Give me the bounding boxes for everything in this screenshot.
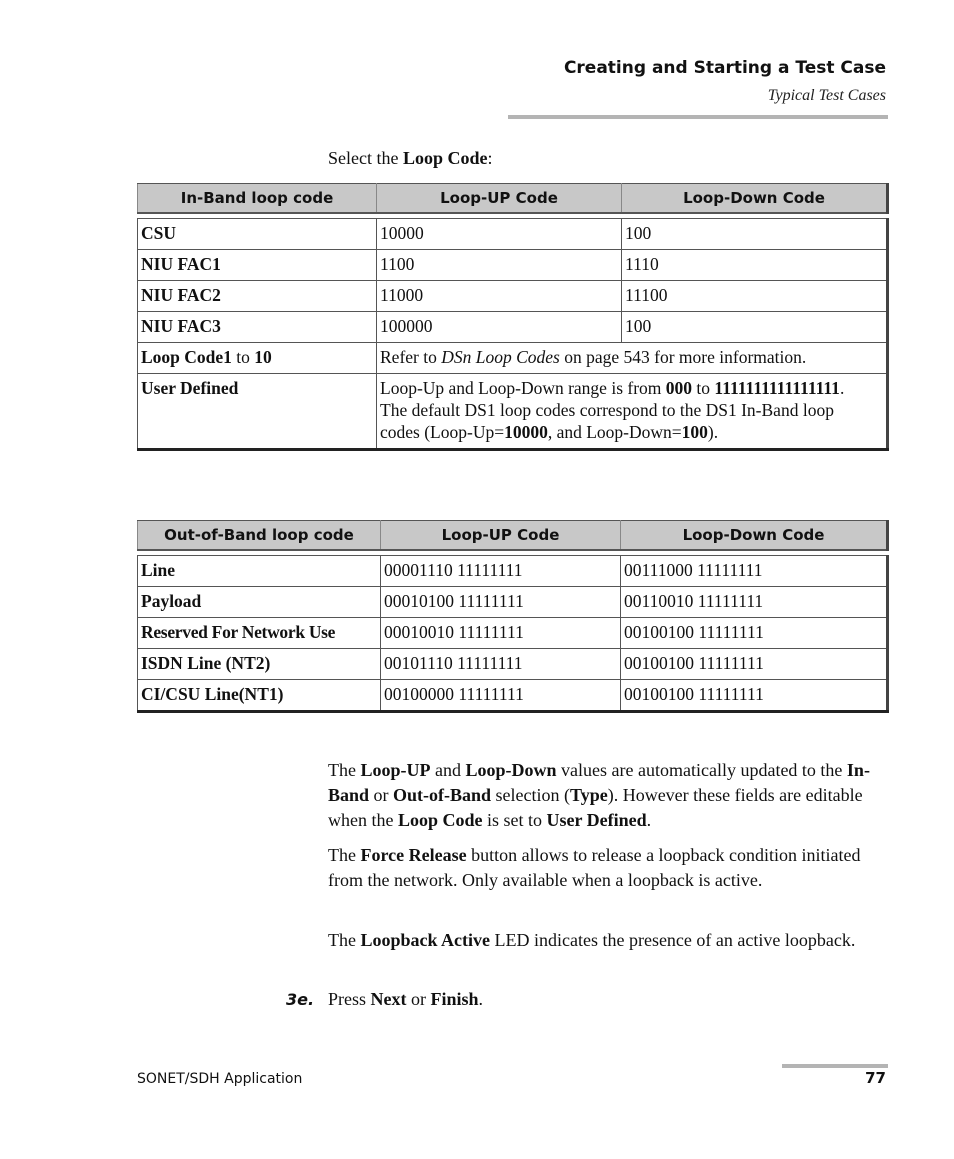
footer-document-title: SONET/SDH Application	[137, 1071, 303, 1087]
column-header: Loop-UP Code	[381, 521, 621, 551]
user-defined-description: Loop-Up and Loop-Down range is from 000 to 1111111111111111. The default DS1 loop codes correspond to the DS1 In-Band loop codes (Loop-Up=10000, and Loop-Down=100).	[377, 374, 888, 450]
loop-up-value: 1100	[377, 250, 622, 281]
cross-reference-link[interactable]: DSn Loop Codes	[441, 347, 560, 367]
loop-code-name: NIU FAC1	[141, 254, 221, 274]
table-row	[138, 556, 888, 587]
loop-down-value: 00100100 11111111	[621, 680, 888, 712]
loop-up-value: 11000	[377, 281, 622, 312]
loop-values-paragraph: The Loop-UP and Loop-Down values are automatically updated to the In-Band or Out-of-Band selection (Type). However these fields are editable when the Loop Code is set to User Defined.	[328, 760, 870, 830]
table-row	[138, 649, 888, 680]
table-row	[138, 219, 888, 250]
loop-down-value: 00110010 11111111	[621, 587, 888, 618]
loop-down-value: 100	[622, 312, 888, 343]
column-header: Loop-Down Code	[621, 521, 888, 551]
loop-down-value: 00111000 11111111	[621, 556, 888, 587]
loop-down-value: 1110	[622, 250, 888, 281]
loop-up-value: 00100000 11111111	[381, 680, 621, 712]
table-row	[138, 312, 888, 343]
intro-suffix: :	[487, 148, 493, 168]
loop-code-name: Payload	[141, 591, 202, 611]
header-title: Creating and Starting a Test Case	[563, 58, 886, 78]
loop-code-name: Line	[141, 560, 176, 580]
loop-down-value: 00100100 11111111	[621, 618, 888, 649]
loop-code-description: Refer to DSn Loop Codes on page 543 for more information.	[377, 343, 888, 374]
loop-up-value: 00101110 11111111	[381, 649, 621, 680]
footer-rule	[782, 1064, 888, 1068]
loop-down-value: 00100100 11111111	[621, 649, 888, 680]
loop-down-value: 100	[622, 219, 888, 250]
table-row	[138, 343, 888, 374]
loop-code-name: User Defined	[141, 378, 239, 398]
loop-code-name: CI/CSU Line(NT1)	[141, 684, 284, 704]
column-header: Loop-Down Code	[622, 184, 888, 214]
table-row	[138, 618, 888, 649]
step-text: Press Next or Finish.	[328, 989, 484, 1009]
table-row	[138, 680, 888, 712]
loop-up-value: 00010100 11111111	[381, 587, 621, 618]
column-header: Out-of-Band loop code	[138, 521, 381, 551]
table-row	[138, 374, 888, 450]
loop-down-value: 11100	[622, 281, 888, 312]
step-number: 3e.	[286, 990, 315, 1009]
intro-prefix: Select the	[328, 148, 403, 168]
loop-code-name: ISDN Line (NT2)	[141, 653, 271, 673]
loop-up-value: 00010010 11111111	[381, 618, 621, 649]
intro-text	[328, 148, 493, 169]
loop-code-name: NIU FAC3	[141, 316, 221, 336]
outband-loop-code-table	[137, 520, 889, 713]
loop-up-value: 00001110 11111111	[381, 556, 621, 587]
header-subtitle: Typical Test Cases	[767, 87, 886, 104]
loop-code-name: Reserved For Network Use	[141, 622, 336, 642]
table-row	[138, 250, 888, 281]
loop-code-name: Loop Code1 to 10	[138, 343, 377, 374]
force-release-paragraph: The Force Release button allows to release a loopback condition initiated from the network. Only available when a loopback is active.	[328, 845, 861, 890]
column-header: Loop-UP Code	[377, 184, 622, 214]
intro-bold: Loop Code	[402, 148, 488, 168]
table-header-row	[138, 521, 888, 551]
table-row	[138, 587, 888, 618]
loop-up-value: 100000	[377, 312, 622, 343]
loop-code-name: NIU FAC2	[141, 285, 221, 305]
table-header-row	[138, 184, 888, 214]
loop-code-name: CSU	[141, 223, 177, 243]
table-row	[138, 281, 888, 312]
page-number: 77	[865, 1069, 886, 1087]
loop-up-value: 10000	[377, 219, 622, 250]
header-rule	[508, 115, 888, 119]
loopback-active-paragraph: The Loopback Active LED indicates the presence of an active loopback.	[328, 930, 856, 950]
inband-loop-code-table	[137, 183, 889, 451]
column-header: In-Band loop code	[138, 184, 377, 214]
